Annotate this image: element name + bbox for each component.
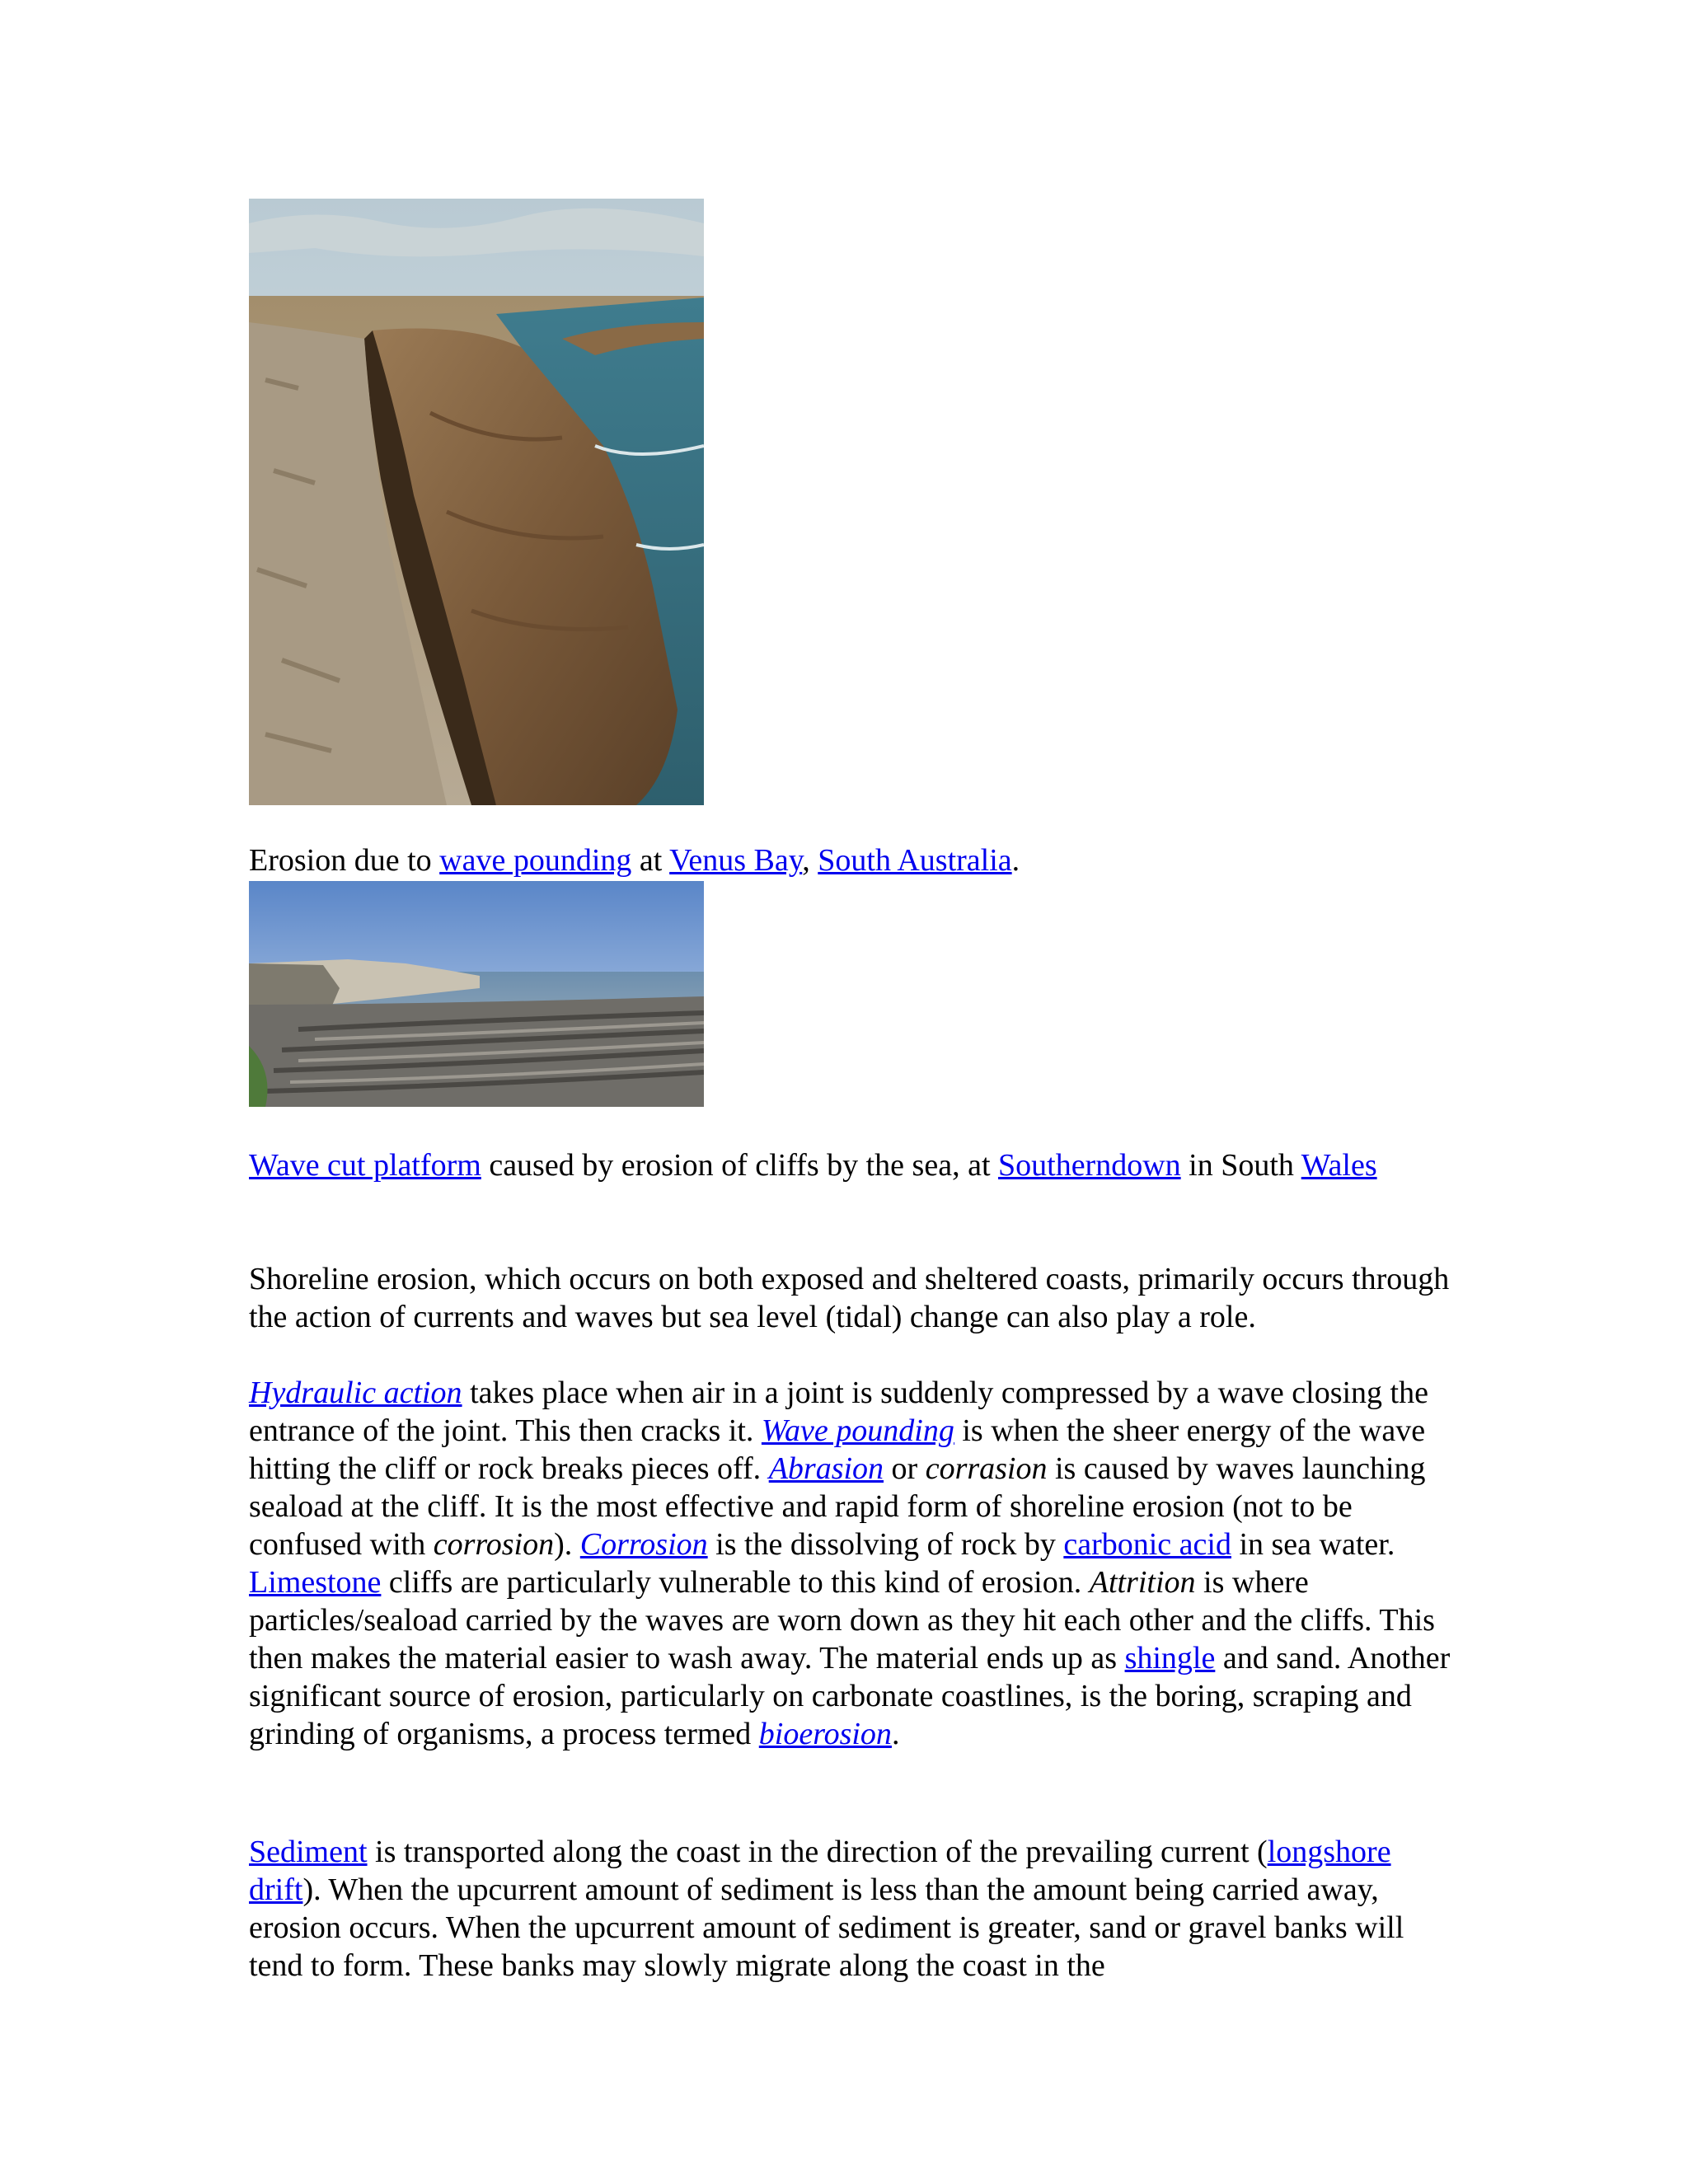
- longshore-drift-link[interactable]: longshore drift: [249, 1835, 1391, 1907]
- erosion-processes-paragraph: [249, 1374, 1452, 1753]
- hydraulic-action-link[interactable]: [249, 1376, 462, 1410]
- limestone-link[interactable]: Limestone: [249, 1565, 382, 1600]
- caption-text: at: [631, 843, 670, 878]
- southerndown-link[interactable]: Southerndown: [998, 1148, 1181, 1183]
- wave-pounding-link[interactable]: [762, 1413, 954, 1448]
- south-australia-link[interactable]: South Australia: [818, 843, 1012, 878]
- paragraph-text: is where particles/seaload carried by the waves are worn down as they hit each other and the cliffs. This then makes the material easier to wash away. The material ends up as: [249, 1565, 1435, 1675]
- wave-pounding-link[interactable]: wave pounding: [439, 843, 632, 878]
- paragraph-text: or: [884, 1451, 926, 1486]
- paragraph-text: is when the sheer energy of the wave hitting the cliff or rock breaks pieces off.: [249, 1413, 1426, 1486]
- caption-text: .: [1011, 843, 1020, 878]
- abrasion-link[interactable]: [769, 1451, 884, 1486]
- paragraph-text: in sea water.: [1231, 1527, 1395, 1562]
- link-text: bioerosion: [758, 1717, 892, 1751]
- sediment-link[interactable]: Sediment: [249, 1835, 368, 1869]
- sediment-transport-paragraph: [249, 1833, 1452, 1985]
- carbonic-acid-link[interactable]: carbonic acid: [1063, 1527, 1231, 1562]
- paragraph-text: cliffs are particularly vulnerable to this kind of erosion.: [381, 1565, 1090, 1600]
- attrition-term: Attrition: [1089, 1565, 1196, 1600]
- paragraph-text: is transported along the coast in the direction of the prevailing current (: [367, 1835, 1268, 1869]
- corrasion-term: corrasion: [925, 1451, 1048, 1486]
- paragraph-text: is caused by waves launching seaload at the cliff. It is the most effective and rapid form of shoreline erosion (not to be confused with: [249, 1451, 1426, 1562]
- caption-text: Erosion due to: [249, 843, 440, 878]
- shoreline-erosion-paragraph: Shoreline erosion, which occurs on both exposed and sheltered coasts, primarily occurs through the action of currents and waves but sea level (tidal) change can also play a role.: [249, 1262, 1450, 1334]
- link-text: Corrosion: [579, 1527, 708, 1562]
- corrosion-link[interactable]: [580, 1527, 708, 1562]
- caption-text: in South: [1180, 1148, 1301, 1183]
- shingle-link[interactable]: shingle: [1124, 1641, 1216, 1675]
- corrosion-term: corrosion: [433, 1527, 555, 1562]
- bioerosion-link[interactable]: [759, 1717, 892, 1751]
- caption-text: ,: [802, 843, 818, 878]
- wales-link[interactable]: Wales: [1301, 1148, 1377, 1183]
- paragraph-text: ). When the upcurrent amount of sediment is less than the amount being carried away, erosion occurs. When the upcurrent amount of sediment is greater, sand or gravel banks will tend to form. These banks may slowly migrate along the coast in the: [249, 1872, 1404, 1983]
- link-text: Abrasion: [768, 1451, 884, 1486]
- platform-photo-graphic: [249, 881, 704, 1107]
- link-text: Wave pounding: [761, 1413, 954, 1448]
- paragraph-text: and sand. Another significant source of erosion, particularly on carbonate coastlines, is the boring, scraping and grinding of organisms, a process termed: [249, 1641, 1451, 1751]
- cliff-photo-caption: [249, 841, 1452, 879]
- cliff-photo-graphic: [249, 199, 704, 805]
- paragraph-text: is the dissolving of rock by: [707, 1527, 1064, 1562]
- paragraph-text: takes place when air in a joint is suddenly compressed by a wave closing the entrance of the joint. This then cracks it.: [249, 1376, 1428, 1448]
- paragraph-text: .: [891, 1717, 900, 1751]
- platform-photo-caption: [249, 1146, 1452, 1184]
- paragraph-text: ).: [554, 1527, 580, 1562]
- wave-cut-platform-link[interactable]: Wave cut platform: [249, 1148, 481, 1183]
- cliff-erosion-photo: [249, 199, 704, 805]
- wave-cut-platform-photo: [249, 881, 704, 1107]
- link-text: Hydraulic action: [249, 1376, 462, 1410]
- venus-bay-link[interactable]: Venus Bay: [669, 843, 803, 878]
- caption-text: caused by erosion of cliffs by the sea, at: [481, 1148, 998, 1183]
